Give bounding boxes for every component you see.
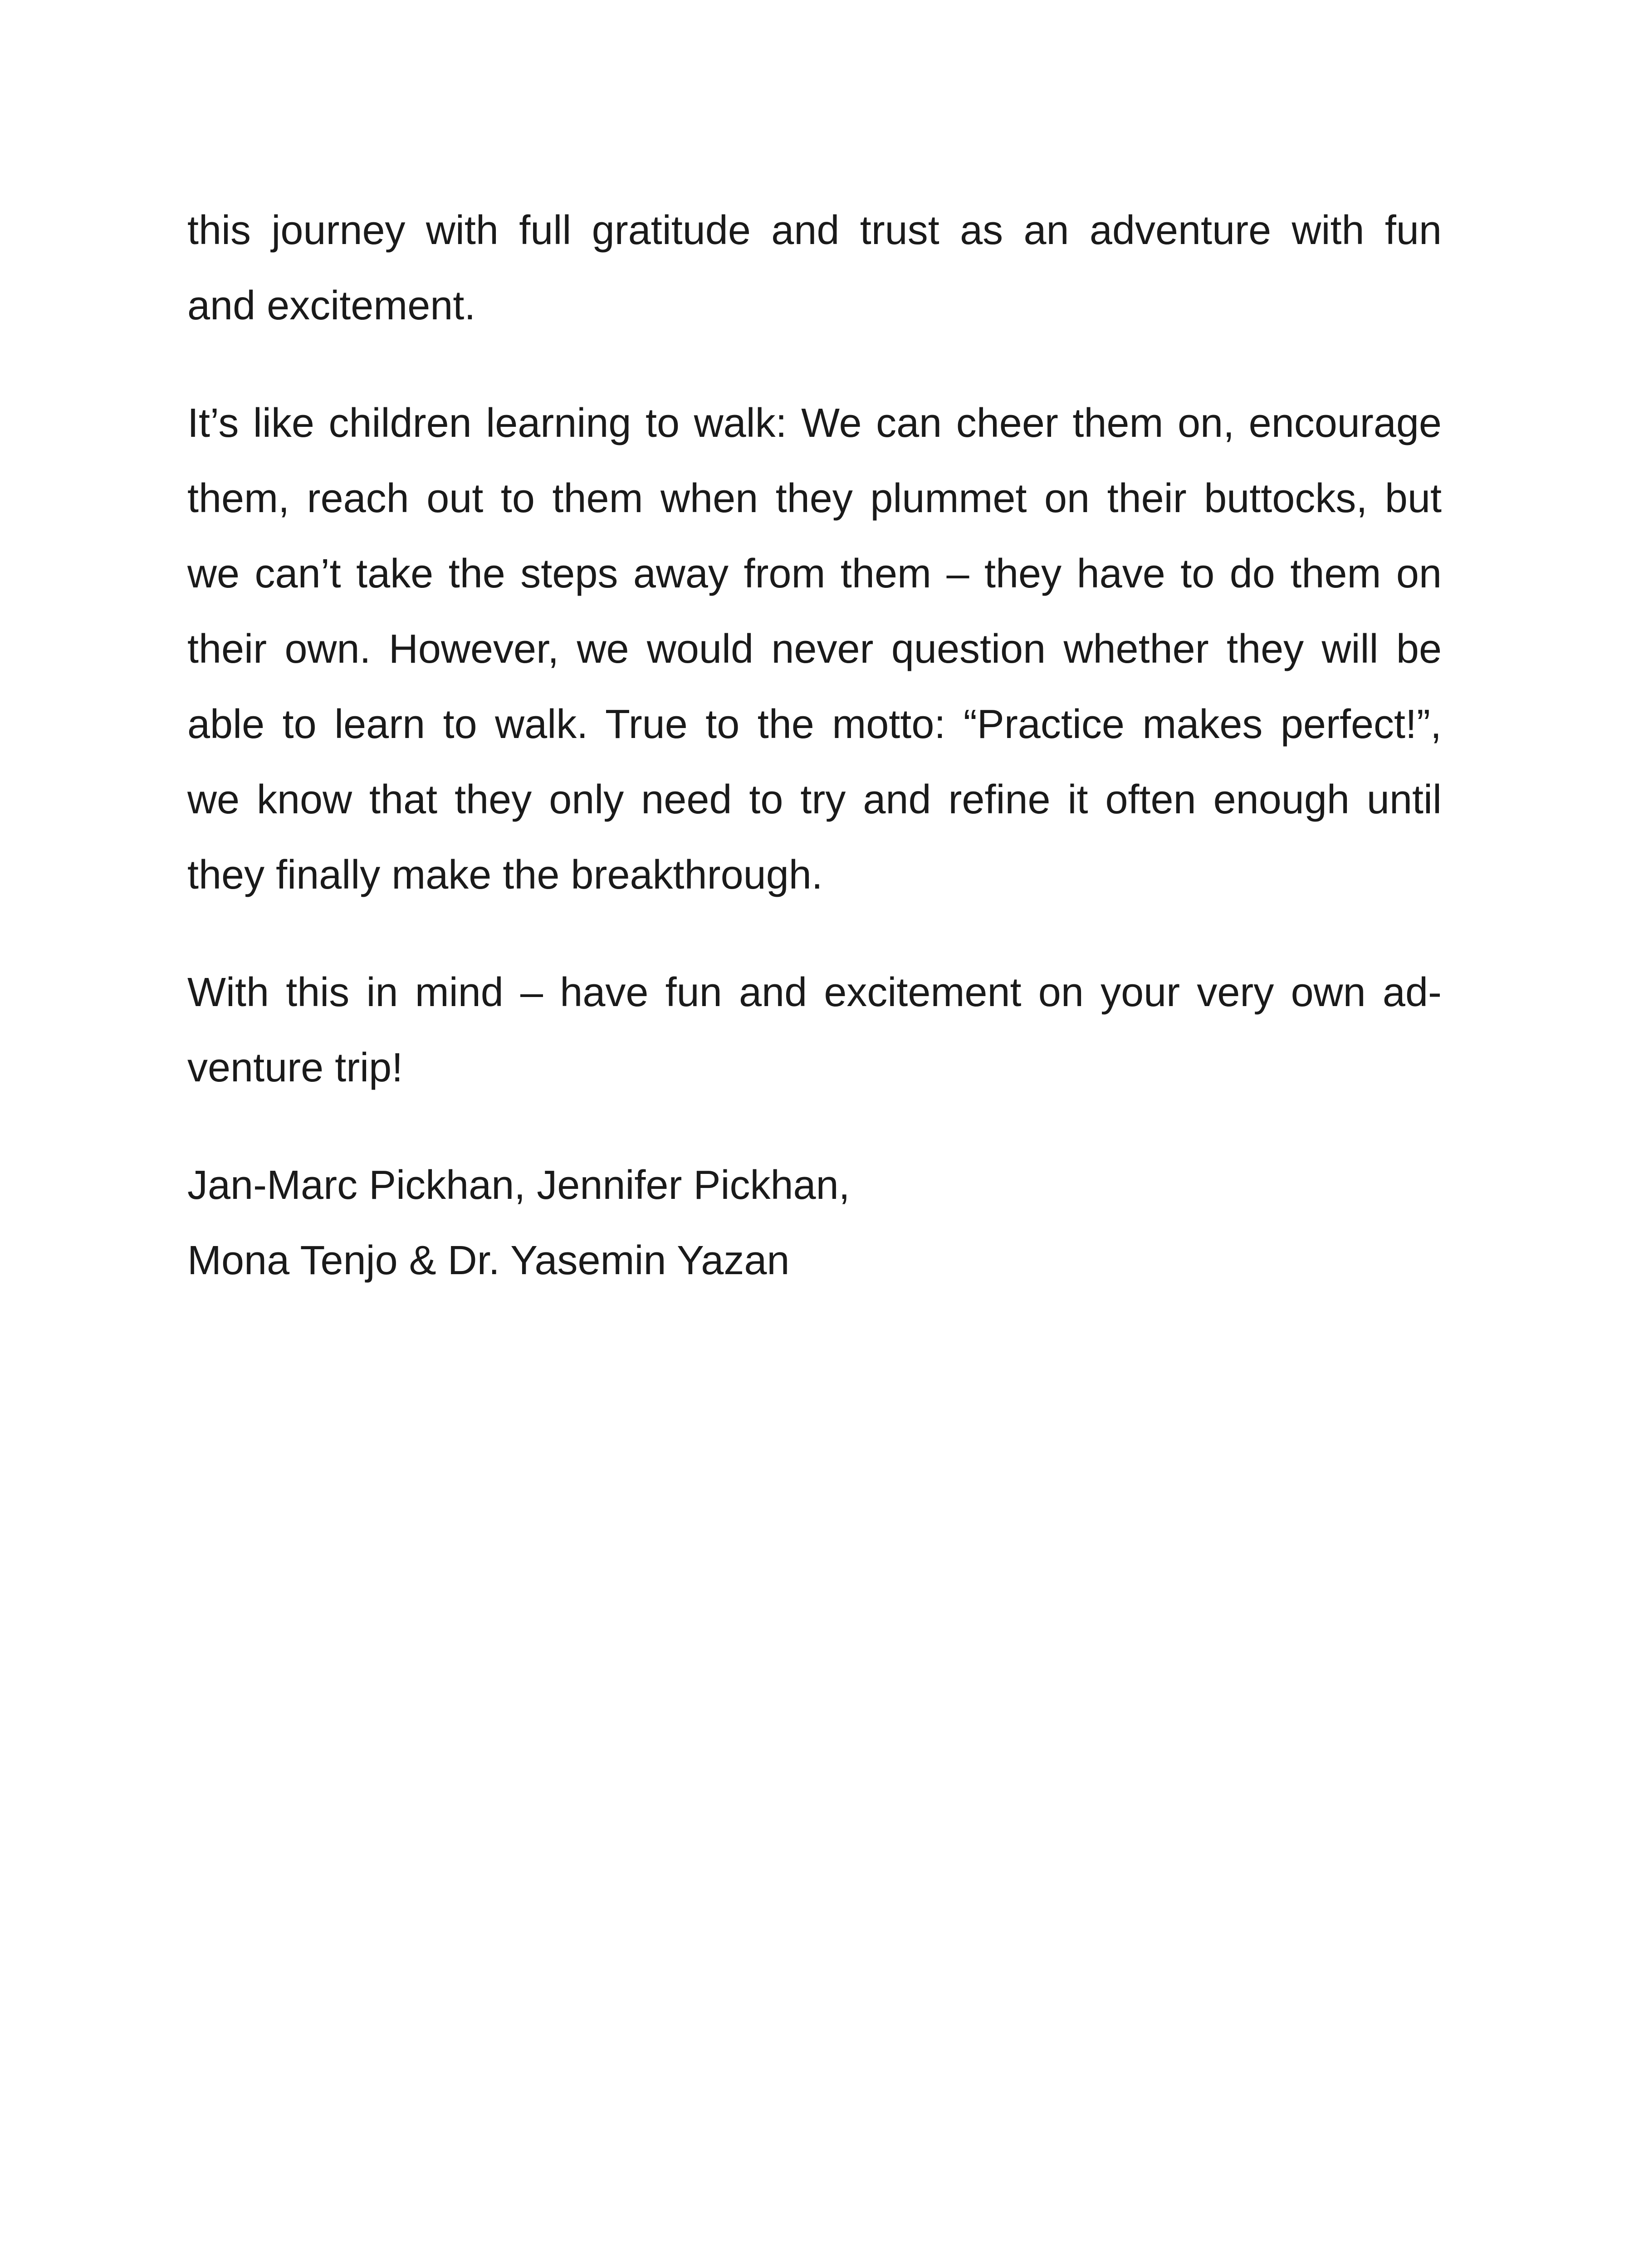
author-signature	[187, 1148, 1442, 1298]
text-line: venture trip!	[187, 1045, 403, 1090]
text-line: and excitement.	[187, 283, 476, 328]
paragraph-2	[187, 386, 1442, 913]
text-line: them, reach out to them when they plummet on their buttocks, but	[187, 476, 1442, 521]
body-text	[187, 193, 1442, 1298]
text-line: It’s like children learning to walk: We can cheer them on, encourage	[187, 401, 1442, 446]
text-line: their own. However, we would never question whether they will be	[187, 626, 1442, 672]
text-line: With this in mind – have fun and excitement on your very own ad-	[187, 970, 1442, 1015]
text-line: they finally make the breakthrough.	[187, 852, 823, 898]
text-line: this journey with full gratitude and trust as an adventure with fun	[187, 208, 1442, 253]
paragraph-3	[187, 955, 1442, 1105]
author-line: Mona Tenjo & Dr. Yasemin Yazan	[187, 1238, 790, 1283]
text-line: we know that they only need to try and refine it often enough until	[187, 777, 1442, 822]
text-line: we can’t take the steps away from them – they have to do them on	[187, 551, 1442, 596]
text-line: able to learn to walk. True to the motto: “Practice makes perfect!”,	[187, 702, 1442, 747]
paragraph-1	[187, 193, 1442, 343]
author-line: Jan-Marc Pickhan, Jennifer Pickhan,	[187, 1163, 850, 1208]
